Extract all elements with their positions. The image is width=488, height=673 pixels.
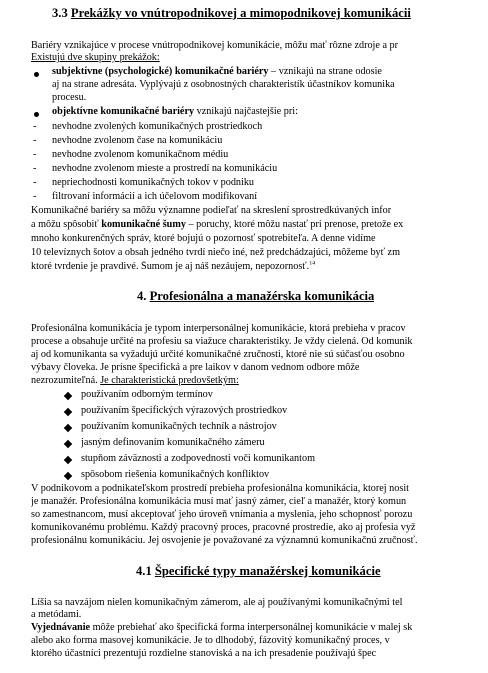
- dash-item: filtrovaní informácií a ich účelovom modifikovaní: [52, 191, 258, 202]
- dash-item: nevhodne zvolenom komunikačnom médiu: [52, 149, 229, 160]
- bullet-dot-icon: [34, 112, 39, 117]
- s4-line: výbavy človeka. Je prísne špecifická a pre laikov v danom vednom odbore môže: [31, 362, 360, 373]
- s4-line: aj od komunikanta sa vyžadujú určité komunikačné zručnosti, ktoré nie sú súčasťou osobno: [31, 349, 405, 360]
- heading-4: [137, 289, 374, 304]
- objective-line: [52, 106, 298, 119]
- dash-marker: -: [33, 121, 37, 132]
- subjective-line-1: [52, 66, 382, 79]
- diamond-item: stupňom záväznosti a zodpovednosti voči komunikantom: [81, 453, 315, 464]
- s41-line-5: ktorého účastníci prezentujú rozdielne stanoviská a na ich presadenie používajú špec: [31, 648, 377, 659]
- bullet-dot-icon: [34, 72, 39, 77]
- heading-4-1-title: Špecifické typy manažérskej komunikácie: [154, 564, 381, 578]
- diamond-bullet-icon: [64, 392, 72, 400]
- objective-term: objektívne komunikačné bariéry: [52, 106, 195, 117]
- noise-line-5: [31, 261, 315, 274]
- s41-line-1: Líšia sa navzájom nielen komunikačným zámerom, ale aj používanými komunikačnými tel: [31, 597, 403, 608]
- diamond-bullet-icon: [64, 424, 72, 432]
- dash-item: nevhodne zvolenom čase na komunikáciu: [52, 135, 223, 146]
- s41-line-2: a metódami.: [31, 609, 82, 620]
- subjective-line-3: procesu.: [52, 92, 87, 103]
- diamond-bullet-icon: [64, 456, 72, 464]
- subjective-text: – vznikajú na strane odosie: [268, 66, 382, 77]
- s4-tail-line: je manažér. Profesionálna komunikácia musí mať jasný zámer, cieľ a manažér, ktorý komun: [31, 496, 407, 507]
- s4-line: procese a obsahuje určité na profesiu sa viažuce charakteristiky. Je vždy cielená. Od komunik: [31, 336, 413, 347]
- dash-marker: -: [33, 163, 37, 174]
- subjective-term: subjektívne (psychologické) komunikačné bariéry: [52, 66, 269, 77]
- footnote-ref: 14: [309, 261, 316, 267]
- objective-text: vznikajú najčastejšie pri:: [194, 106, 298, 117]
- diamond-bullet-icon: [64, 472, 72, 480]
- diamond-item: jasným definovaním komunikačného zámeru: [81, 437, 265, 448]
- dash-marker: -: [33, 149, 37, 160]
- heading-3-3: [52, 6, 411, 21]
- intro-line: Bariéry vznikajúce v procese vnútropodnikovej komunikácie, môžu mať rôzne zdroje a pr: [31, 40, 399, 51]
- heading-4-number: 4.: [137, 289, 147, 303]
- diamond-bullet-icon: [64, 408, 72, 416]
- subjective-line-2: aj na strane adresáta. Vyplývajú z osobnostných charakteristík účastníkov komunika: [52, 79, 395, 90]
- groups-label: Existujú dve skupiny prekážok:: [31, 52, 160, 63]
- diamond-item: používaním špecifických výrazových prostriedkov: [81, 405, 288, 416]
- heading-4-title: Profesionálna a manažérska komunikácia: [149, 289, 375, 303]
- heading-3-3-number: 3.3: [52, 6, 68, 20]
- s4-line-last: [31, 375, 239, 388]
- diamond-bullet-icon: [64, 440, 72, 448]
- diamond-item: spôsobom riešenia komunikačných konfliktov: [81, 469, 270, 480]
- heading-3-3-title: Prekážky vo vnútropodnikovej a mimopodnikovej komunikácii: [70, 6, 411, 20]
- dash-marker: -: [33, 191, 37, 202]
- dash-marker: -: [33, 177, 37, 188]
- char-label: Je charakteristická predovšetkým:: [100, 375, 239, 386]
- noise-line-2: [31, 219, 403, 232]
- noise-line-1: Komunikačné bariéry sa môžu významne podieľať na skreslení sprostredkúvaných infor: [31, 205, 392, 216]
- heading-4-1-number: 4.1: [136, 564, 152, 578]
- s4-tail-line: komunikovanému problému. Každý pracovný proces, pracovné prostredie, ako aj profesia vyž: [31, 522, 416, 533]
- negotiation-text: môže prebiehať ako špecifická forma interpersonálnej komunikácie v malej sk: [90, 622, 413, 633]
- dash-item: nevhodne zvolenom mieste a prostredí na komunikáciu: [52, 163, 278, 174]
- diamond-item: používaním komunikačných techník a nástrojov: [81, 421, 277, 432]
- noise-text-5: ktoré tvrdenie je pravdivé. Šumom je aj náš nezáujem, nepozornosť.: [31, 261, 310, 272]
- negotiation-term: Vyjednávanie: [31, 622, 91, 633]
- heading-4-1: [136, 564, 381, 579]
- s4-tail-line: so zamestnancom, musí akceptovať jeho úroveň vnímania a myslenia, jeho schopnosť porozu: [31, 509, 413, 520]
- noise-text-c: – poruchy, ktoré môžu nastať pri prenose, pretože ex: [185, 219, 404, 230]
- s4-tail-line: profesionálnu komunikáciu. Jej osvojenie je považované za významnú komunikačnú zručnosť.: [31, 535, 418, 546]
- noise-text-a: a môžu spôsobiť: [31, 219, 102, 230]
- noise-line-3: mnoho konkurenčných správ, ktoré bojujú o pozornosť spotrebiteľa. A denne vidíme: [31, 233, 376, 244]
- diamond-item: používaním odborným termínov: [81, 389, 213, 400]
- s4-line: Profesionálna komunikácia je typom interpersonálnej komunikácie, ktorá prebieha v pracov: [31, 323, 406, 334]
- dash-item: nevhodne zvolených komunikačných prostriedkoch: [52, 121, 263, 132]
- s41-line-4: alebo ako forma masovej komunikácie. Je to dlhodobý, fázovitý komunikačný proces, v: [31, 635, 390, 646]
- s41-line-3: [31, 622, 412, 635]
- dash-marker: -: [33, 135, 37, 146]
- noise-term: komunikačné šumy: [101, 219, 186, 230]
- dash-item: nepriechodnosti komunikačných tokov v podniku: [52, 177, 255, 188]
- noise-line-4: 10 televíznych šotov a obsah jedného tvrdí niečo iné, než predchádzajúci, môžeme byť zm: [31, 247, 400, 258]
- s4-tail-line: V podnikovom a podnikateľskom prostredí prebieha profesionálna komunikácia, ktorej nosit: [31, 483, 409, 494]
- s4-text: nezrozumiteľná.: [31, 375, 98, 386]
